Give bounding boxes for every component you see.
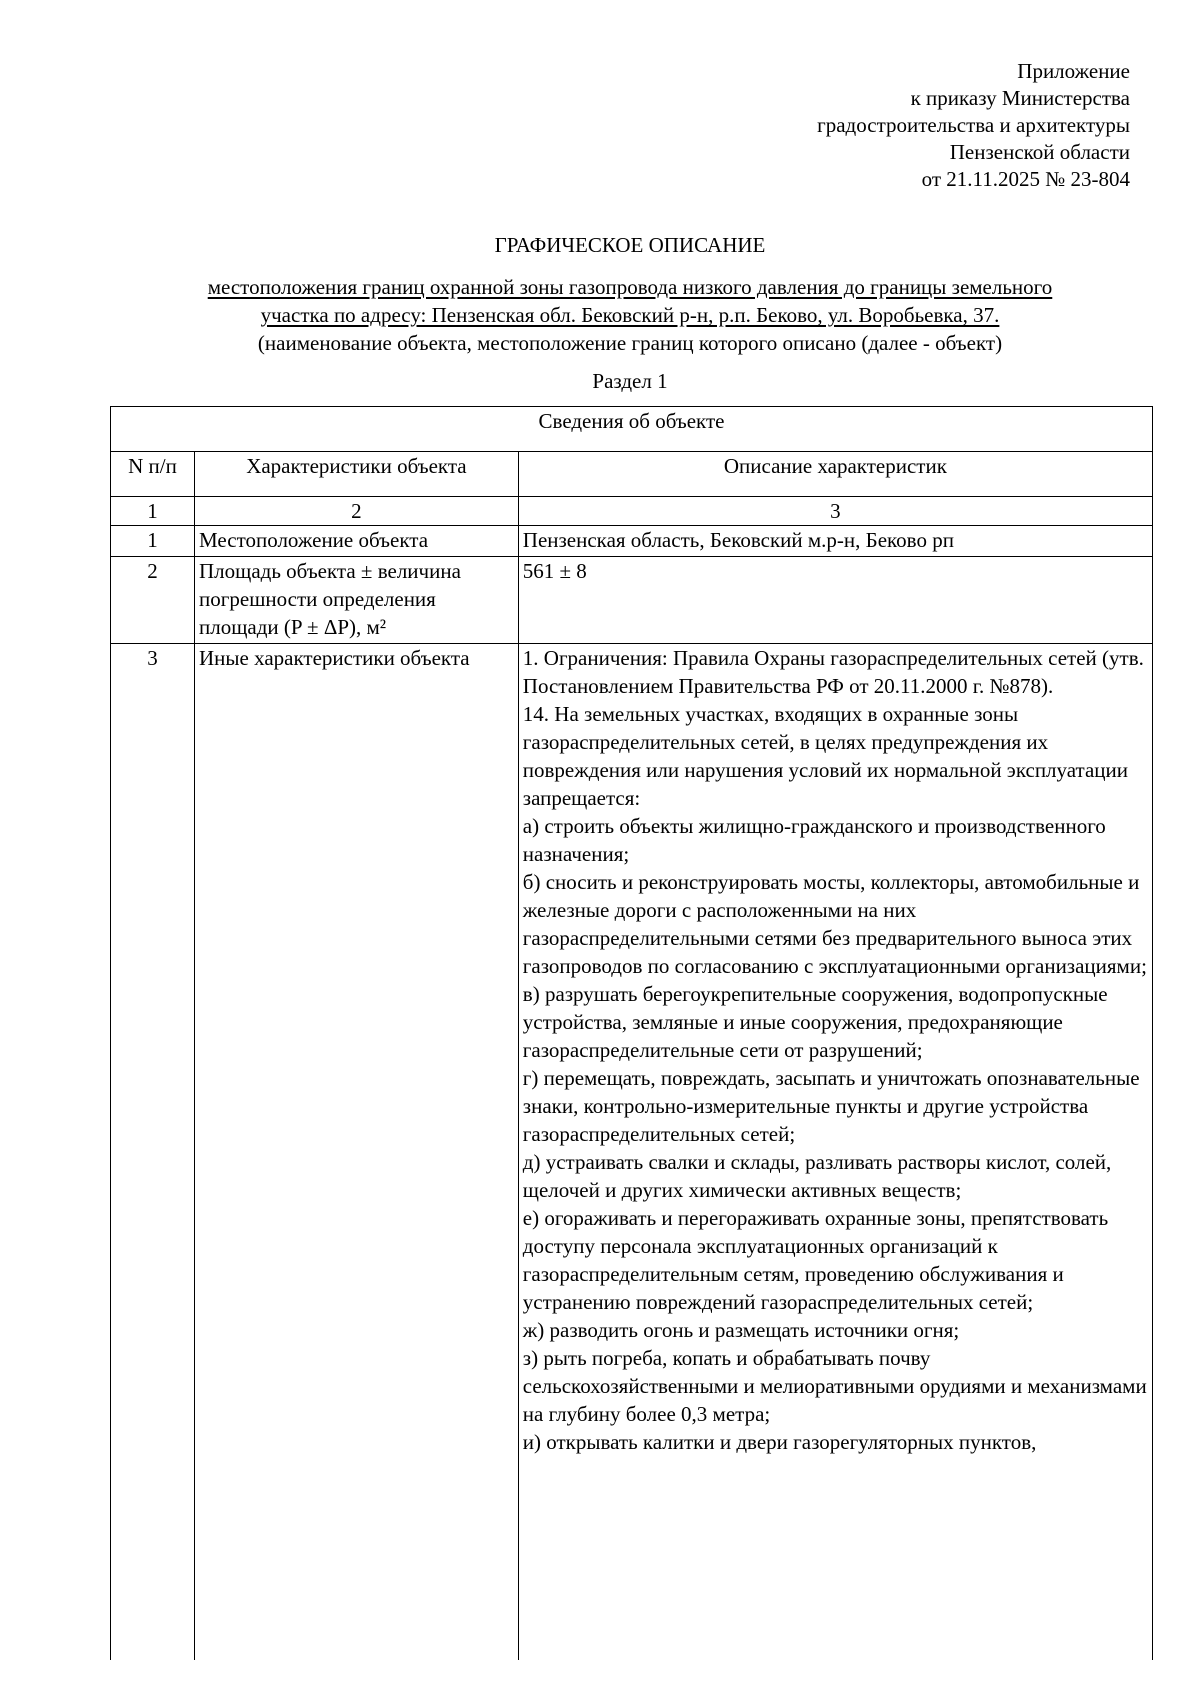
row-description: 561 ± 8 [518,557,1152,644]
table-row [111,557,1153,644]
column-number: 2 [195,497,519,526]
appendix-line: к приказу Министерства [910,86,1130,110]
restriction-paragraph: г) перемещать, повреждать, засыпать и уничтожать опознавательные знаки, контрольно-измерительные пункты и другие устройства газораспределительных сетей; [522,1066,1140,1146]
restriction-paragraph: и) открывать калитки и двери газорегуляторных пунктов, [522,1430,1037,1454]
object-name-hint: (наименование объекта, местоположение границ которого описано (далее - объект) [257,331,1003,355]
appendix-order-date: от 21.11.2025 № 23-804 [921,167,1130,191]
object-info-table [110,406,1153,1660]
table-row [111,526,1153,557]
row-characteristic: Площадь объекта ± величина погрешности определения площади (P ± ΔP), м² [195,557,519,644]
restriction-paragraph: з) рыть погреба, копать и обрабатывать почву сельскохозяйственными и мелиоративными орудиями и механизмами на глубину более 0,3 метра; [522,1346,1147,1426]
header-num: N п/п [111,452,195,497]
appendix-line: Приложение [1017,59,1130,83]
appendix-line: градостроительства и архитектуры [817,113,1130,137]
table-column-numbers-row [111,497,1153,526]
column-number: 1 [111,497,195,526]
row-description: Пензенская область, Бековский м.р-н, Беково рп [518,526,1152,557]
row-number: 1 [111,526,195,557]
row-description [518,644,1152,1661]
restriction-paragraph: 14. На земельных участках, входящих в охранные зоны газораспределительных сетей, в целях предупреждения их повреждения или нарушения условий их нормальной эксплуатации запрещается: [522,702,1129,810]
row-number: 3 [111,644,195,1661]
row-number: 2 [111,557,195,644]
restriction-paragraph: д) устраивать свалки и склады, разливать растворы кислот, солей, щелочей и других химически активных веществ; [522,1150,1112,1202]
row-characteristic: Местоположение объекта [195,526,519,557]
restriction-paragraph: е) огораживать и перегораживать охранные зоны, препятствовать доступу персонала эксплуатационных организаций к газораспределительным сетям, проведению обслуживания и устранению повреждений газораспределительных сетей; [522,1206,1109,1314]
restriction-paragraph: ж) разводить огонь и размещать источники огня; [522,1318,960,1342]
section-title: Раздел 1 [592,369,668,393]
table-header-row [111,452,1153,497]
appendix-block [817,58,1130,193]
object-name-line: местоположения границ охранной зоны газопровода низкого давления до границы земельного [207,275,1053,299]
column-number: 3 [518,497,1152,526]
restriction-paragraph: б) сносить и реконструировать мосты, коллекторы, автомобильные и железные дороги с расположенными на них газораспределительными сетями без предварительного выноса этих газопроводов по согласованию с эксплуатационными организациями; [522,870,1147,978]
table-caption-row [111,407,1153,452]
restriction-paragraph: а) строить объекты жилищно-гражданского и производственного назначения; [522,814,1106,866]
object-name-line: участка по адресу: Пензенская обл. Бековский р-н, р.п. Беково, ул. Воробьевка, 37. [260,303,1000,327]
table-caption: Сведения об объекте [111,407,1153,452]
object-name-block [110,273,1150,357]
restriction-paragraph: в) разрушать берегоукрепительные сооружения, водопропускные устройства, земляные и иные сооружения, предохраняющие газораспределительные сети от разрушений; [522,982,1108,1062]
row-characteristic: Иные характеристики объекта [195,644,519,1661]
appendix-line: Пензенской области [949,140,1130,164]
restriction-paragraph: 1. Ограничения: Правила Охраны газораспределительных сетей (утв. Постановлением Правительства РФ от 20.11.2000 г. №878). [522,646,1144,698]
table-row [111,644,1153,1661]
document-title: ГРАФИЧЕСКОЕ ОПИСАНИЕ [494,233,766,257]
header-description: Описание характеристик [518,452,1152,497]
header-characteristic: Характеристики объекта [195,452,519,497]
